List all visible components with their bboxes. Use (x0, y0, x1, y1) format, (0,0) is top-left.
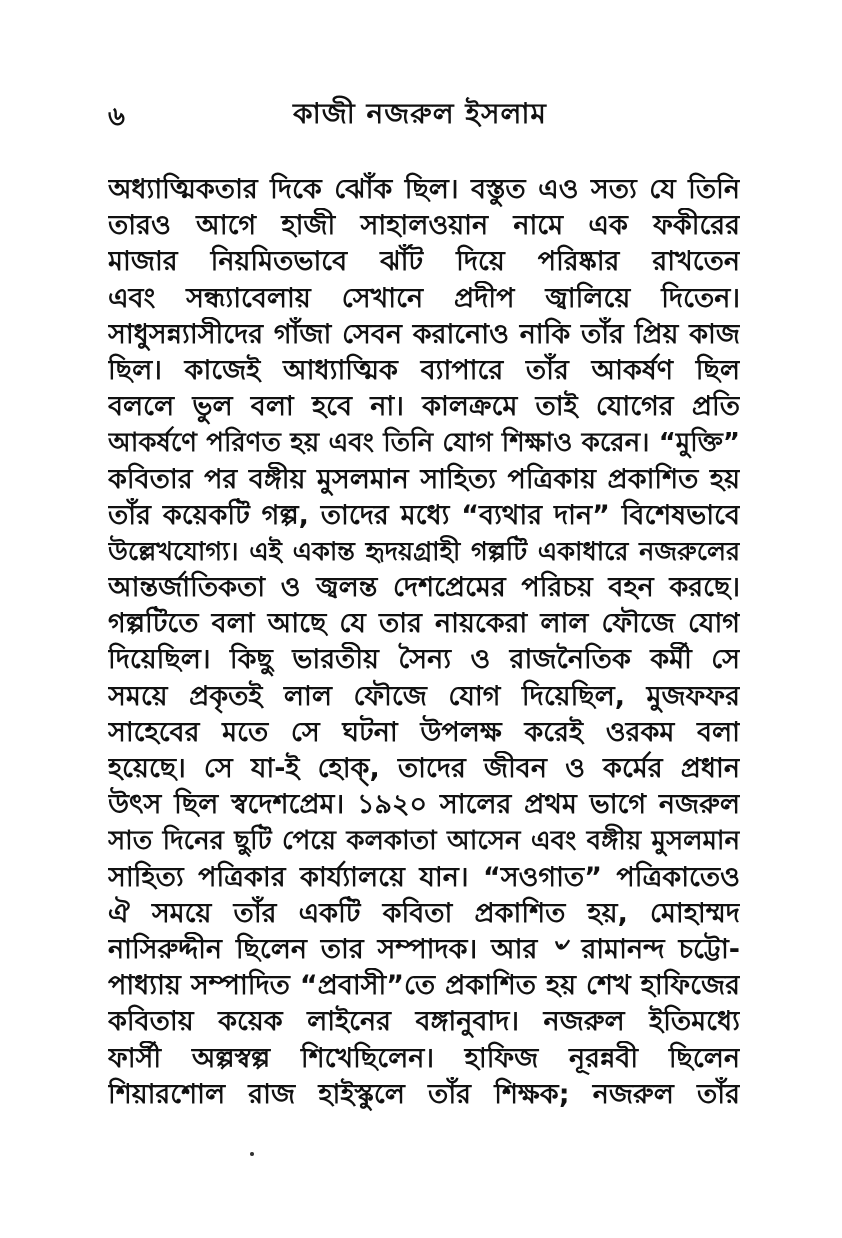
running-header (100, 92, 740, 132)
text-line: এবং সন্ধ্যাবেলায় সেখানে প্রদীপ জ্বালিয়ে দিতেন। (108, 282, 740, 314)
text-line: বললে ভুল বলা হবে না। কালক্রমে তাই যোগের প্রতি (108, 391, 740, 423)
text-line: পাধ্যায় সম্পাদিত “প্রবাসী”তে প্রকাশিত হয় শেখ হাফিজের (108, 970, 740, 1002)
text-line: নাসিরুদ্দীন ছিলেন তার সম্পাদক। আর ৺ রামানন্দ চট্টো- (108, 933, 740, 965)
running-title: কাজী নজরুল ইসলাম (293, 97, 547, 130)
text-line: কবিতার পর বঙ্গীয় মুসলমান সাহিত্য পত্রিকায় প্রকাশিত হয় (108, 463, 740, 495)
text-line: আন্তর্জাতিকতা ও জ্বলন্ত দেশপ্রেমের পরিচয় বহন করছে। (108, 572, 740, 604)
text-line: তাঁর কয়েকটি গল্প, তাদের মধ্যে “ব্যথার দান” বিশেষভাবে (108, 499, 740, 531)
page-number: ৬ (108, 102, 125, 132)
text-line: ঐ সময়ে তাঁর একটি কবিতা প্রকাশিত হয়, মোহাম্মদ (108, 897, 740, 929)
text-line: সাত দিনের ছুটি পেয়ে কলকাতা আসেন এবং বঙ্গীয় মুসলমান (108, 826, 740, 857)
text-line: অধ্যাত্মিকতার দিকে ঝোঁক ছিল। বস্তুত এও সত্য যে তিনি (108, 174, 740, 205)
text-line: উৎস ছিল স্বদেশপ্রেম। ১৯২০ সালের প্রথম ভাগে নজরুল (108, 789, 740, 821)
text-line: ফার্সী অল্পস্বল্প শিখেছিলেন। হাফিজ নূরন্নবী ছিলেন (108, 1042, 740, 1074)
text-line: ছিল। কাজেই আধ্যাত্মিক ব্যাপারে তাঁর আকর্ষণ ছিল (108, 354, 740, 386)
text-line: শিয়ারশোল রাজ হাইস্কুলে তাঁর শিক্ষক; নজরুল তাঁর (108, 1078, 740, 1110)
text-line: সাধুসন্ন্যাসীদের গাঁজা সেবন করানোও নাকি তাঁর প্রিয় কাজ (108, 318, 740, 350)
text-line: হয়েছে। সে যা-ই হোক্, তাদের জীবন ও কর্মের প্রধান (108, 753, 740, 784)
text-line: আকর্ষণে পরিণত হয় এবং তিনি যোগ শিক্ষাও করেন। “মুক্তি” (108, 428, 740, 459)
text-line: দিয়েছিল। কিছু ভারতীয় সৈন্য ও রাজনৈতিক কর্মী সে (108, 644, 740, 676)
text-line: মাজার নিয়মিতভাবে ঝাঁট দিয়ে পরিষ্কার রাখতেন (108, 246, 740, 278)
text-line: কবিতায় কয়েক লাইনের বঙ্গানুবাদ। নজরুল ইতিমধ্যে (108, 1006, 740, 1038)
text-line: গল্পটিতে বলা আছে যে তার নায়কেরা লাল ফৌজে যোগ (108, 608, 740, 640)
text-line: সাহেবের মতে সে ঘটনা উপলক্ষ করেই ওরকম বলা (108, 716, 740, 748)
body-paragraph (108, 172, 740, 1113)
text-line: সাহিত্য পত্রিকার কার্য্যালয়ে যান। “সওগাত” পত্রিকাতেও (108, 861, 740, 893)
text-line: তারও আগে হাজী সাহালওয়ান নামে এক ফকীরের (108, 210, 740, 242)
text-line: উল্লেখযোগ্য। এই একান্ত হৃদয়গ্রাহী গল্পটি একাধারে নজরুলের (108, 536, 740, 567)
text-line: সময়ে প্রকৃতই লাল ফৌজে যোগ দিয়েছিল, মুজফফর (108, 680, 740, 712)
ink-speck (250, 1152, 254, 1156)
